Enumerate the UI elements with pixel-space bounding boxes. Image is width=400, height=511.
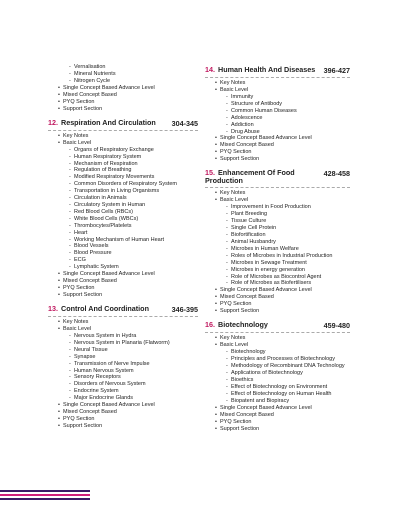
subtopic-item: - Human Respiratory System [69,154,198,161]
section-item: • PYQ Section [215,149,350,156]
chapter-heading[interactable] [48,305,198,317]
subtopic-item: - Microbes in Human Welfare [226,246,350,253]
chapter-number: 16. [205,320,215,330]
key-notes-item: • Key Notes [58,319,198,326]
subtopic-item: - Major Endocrine Glands [69,395,198,402]
subtopic-item: - Nervous System in Planaria (Flatworm) [69,340,198,347]
subtopic-item: - Microbes in Sewage Treatment [226,260,350,267]
subtopic-item: - Blood Pressure [69,250,198,257]
chapter-11-continuation [48,64,198,113]
subtopic-item: - Plant Breeding [226,211,350,218]
footer-line-pink [0,494,90,496]
subtopic-list [63,147,198,271]
section-item: • Mixed Concept Based [58,92,198,99]
footer-decoration [0,490,90,502]
section-item: • Support Section [58,292,198,299]
chapter-heading[interactable] [205,321,350,333]
chapter-number: 12. [48,117,58,127]
subtopic-item: - Lymphatic System [69,264,198,271]
subtopic-item: - Microbes in energy generation [226,267,350,274]
subtopic-list [220,94,350,135]
chapter-13[interactable] [48,305,198,430]
subtopic-item: - Principles and Processes of Biotechnology [226,356,350,363]
subtopic-item: - White Blood Cells (WBCs) [69,216,198,223]
basic-level-subtopics [215,204,350,287]
section-item: • Mixed Concept Based [215,412,350,419]
section-item: • Support Section [215,308,350,315]
chapter-page-range: 304-345 [171,118,198,128]
subtopic-item: - Disorders of Nervous System [69,381,198,388]
subtopic-item: - Effect of Biotechnology on Human Health [226,391,350,398]
subtopic-item: - Role of Microbes as Biofertilisers [226,280,350,287]
subtopic-list [63,333,198,402]
section-item: • Single Concept Based Advance Level [58,271,198,278]
chapter-heading[interactable] [48,119,198,131]
chapter-number: 13. [48,304,58,314]
subtopic-item: - Effect of Biotechnology on Environment [226,384,350,391]
chapter-items [48,133,198,299]
chapter-page-range: 346-395 [171,305,198,315]
section-item: • Support Section [58,423,198,430]
basic-level-item: • Basic Level [215,87,350,94]
section-item: • PYQ Section [58,99,198,106]
chapter-title: Respiration And Circulation [61,117,156,127]
subtopic-item: - Biofortification [226,232,350,239]
chapter-heading[interactable] [205,66,350,78]
chapter-16[interactable] [205,321,350,432]
subtopic-item: - Circulatory System in Human [69,202,198,209]
subtopic-item: - Endocrine System [69,388,198,395]
basic-level-item: • Basic Level [215,342,350,349]
chapter-items [205,335,350,432]
subtopic-item: - Drug Abuse [226,129,350,136]
subtopic-item: - Adolescence [226,115,350,122]
basic-level-item: • Basic Level [58,326,198,333]
chapter-title: Enhancement Of Food Production [205,168,295,186]
subtopic-item: - Methodology of Recombinant DNA Technology [226,363,350,370]
subtopic-item: - Immunity [226,94,350,101]
subtopic-item: - Addiction [226,122,350,129]
section-item: • Support Section [58,106,198,113]
chapter-title: Control And Coordination [61,304,149,314]
subtopic-item: - Structure of Antibody [226,101,350,108]
section-item: • Mixed Concept Based [58,278,198,285]
subtopic-item: - Heart [69,230,198,237]
key-notes-item: • Key Notes [215,190,350,197]
chapter-14[interactable] [205,66,350,163]
basic-level-item: • Basic Level [215,197,350,204]
subtopic-item: - Animal Husbandry [226,239,350,246]
section-item: • Support Section [215,426,350,433]
chapter-12[interactable] [48,119,198,299]
section-item: • Single Concept Based Advance Level [215,135,350,142]
subtopic-item: - Regulation of Breathing [69,167,198,174]
chapter-title: Biotechnology [218,320,268,330]
chapter-heading[interactable] [205,169,350,188]
section-item: • Single Concept Based Advance Level [58,85,198,92]
subtopic-item: - Blood Vessels [69,243,198,250]
subtopic-item: - Red Blood Cells (RBCs) [69,209,198,216]
chapter-page-range: 459-480 [323,321,350,331]
chapter-number: 15. [205,168,215,178]
section-item: • Support Section [215,156,350,163]
chapter-items [205,190,350,315]
subtopic-item: - Biotechnology [226,349,350,356]
subtopic-item: - Common Disorders of Respiratory System [69,181,198,188]
chapter-items [48,319,198,430]
chapter-15[interactable] [205,169,350,315]
chapter-11-bullets [48,85,198,113]
subtopic-item: - Role of Microbes as Biocontrol Agent [226,274,350,281]
subtopic-item: - ECG [69,257,198,264]
section-item: • PYQ Section [215,419,350,426]
basic-level-subtopics [58,333,198,402]
section-item: • PYQ Section [58,416,198,423]
section-item: • Single Concept Based Advance Level [58,402,198,409]
section-item: • Single Concept Based Advance Level [215,287,350,294]
basic-level-subtopics [215,349,350,404]
chapter-title-block [205,321,268,329]
chapter-title: Human Health And Diseases [218,65,316,74]
chapter-page-range: 428-458 [323,169,350,179]
chapter-title-block [205,66,315,74]
section-item: • Mixed Concept Based [215,142,350,149]
subtopic-list [220,204,350,287]
subtopic-item: - Neural Tissue [69,347,198,354]
chapter-title-block [48,305,149,313]
subtopic-item: - Common Human Diseases [226,108,350,115]
subtopic-list [220,349,350,404]
chapter-title-block [205,169,318,185]
section-item: • PYQ Section [215,301,350,308]
section-item: • Single Concept Based Advance Level [215,405,350,412]
section-item: • PYQ Section [58,285,198,292]
footer-line-dark [0,490,90,492]
subtopic-item: - Transmission of Nerve Impulse [69,361,198,368]
footer-line-dark-2 [0,498,90,500]
subtopic-item: - Biopatent and Biopiracy [226,398,350,405]
basic-level-subtopics [58,64,198,85]
section-item: • Mixed Concept Based [58,409,198,416]
subtopic-item: - Transportation in Living Organisms [69,188,198,195]
subtopic-item: - Mechanism of Respiration [69,161,198,168]
subtopic-item: - Bioethics [226,377,350,384]
key-notes-item: • Key Notes [215,335,350,342]
subtopic-item: - Roles of Microbes in Industrial Production [226,253,350,260]
subtopic-item: - Thrombocytes/Platelets [69,223,198,230]
chapter-items [205,80,350,163]
subtopic-item: - Nervous System in Hydra [69,333,198,340]
basic-level-item: • Basic Level [58,140,198,147]
section-item: • Mixed Concept Based [215,294,350,301]
subtopic-item: - Vernalisation [69,64,198,71]
subtopic-list [63,64,198,85]
basic-level-subtopics [215,94,350,135]
subtopic-item: - Synapse [69,354,198,361]
chapter-number: 14. [205,65,215,74]
subtopic-item: - Sensory Receptors [69,374,198,381]
subtopic-item: - Single Cell Protein [226,225,350,232]
subtopic-item: - Applications of Biotechnology [226,370,350,377]
subtopic-item: - Mineral Nutrients [69,71,198,78]
subtopic-item: - Modified Respiratory Movements [69,174,198,181]
subtopic-item: - Circulation in Animals [69,195,198,202]
subtopic-item: - Tissue Culture [226,218,350,225]
right-column [205,66,350,439]
chapter-page-range: 396-427 [323,66,350,75]
left-column [48,64,198,436]
chapter-title-block [48,119,156,127]
subtopic-item: - Human Nervous System [69,368,198,375]
key-notes-item: • Key Notes [58,133,198,140]
key-notes-item: • Key Notes [215,80,350,87]
subtopic-item: - Organs of Respiratory Exchange [69,147,198,154]
subtopic-item: - Working Mechanism of Human Heart [69,237,198,244]
basic-level-subtopics [58,147,198,271]
subtopic-item: - Nitrogen Cycle [69,78,198,85]
subtopic-item: - Improvement in Food Production [226,204,350,211]
chapter-11-items [48,64,198,85]
